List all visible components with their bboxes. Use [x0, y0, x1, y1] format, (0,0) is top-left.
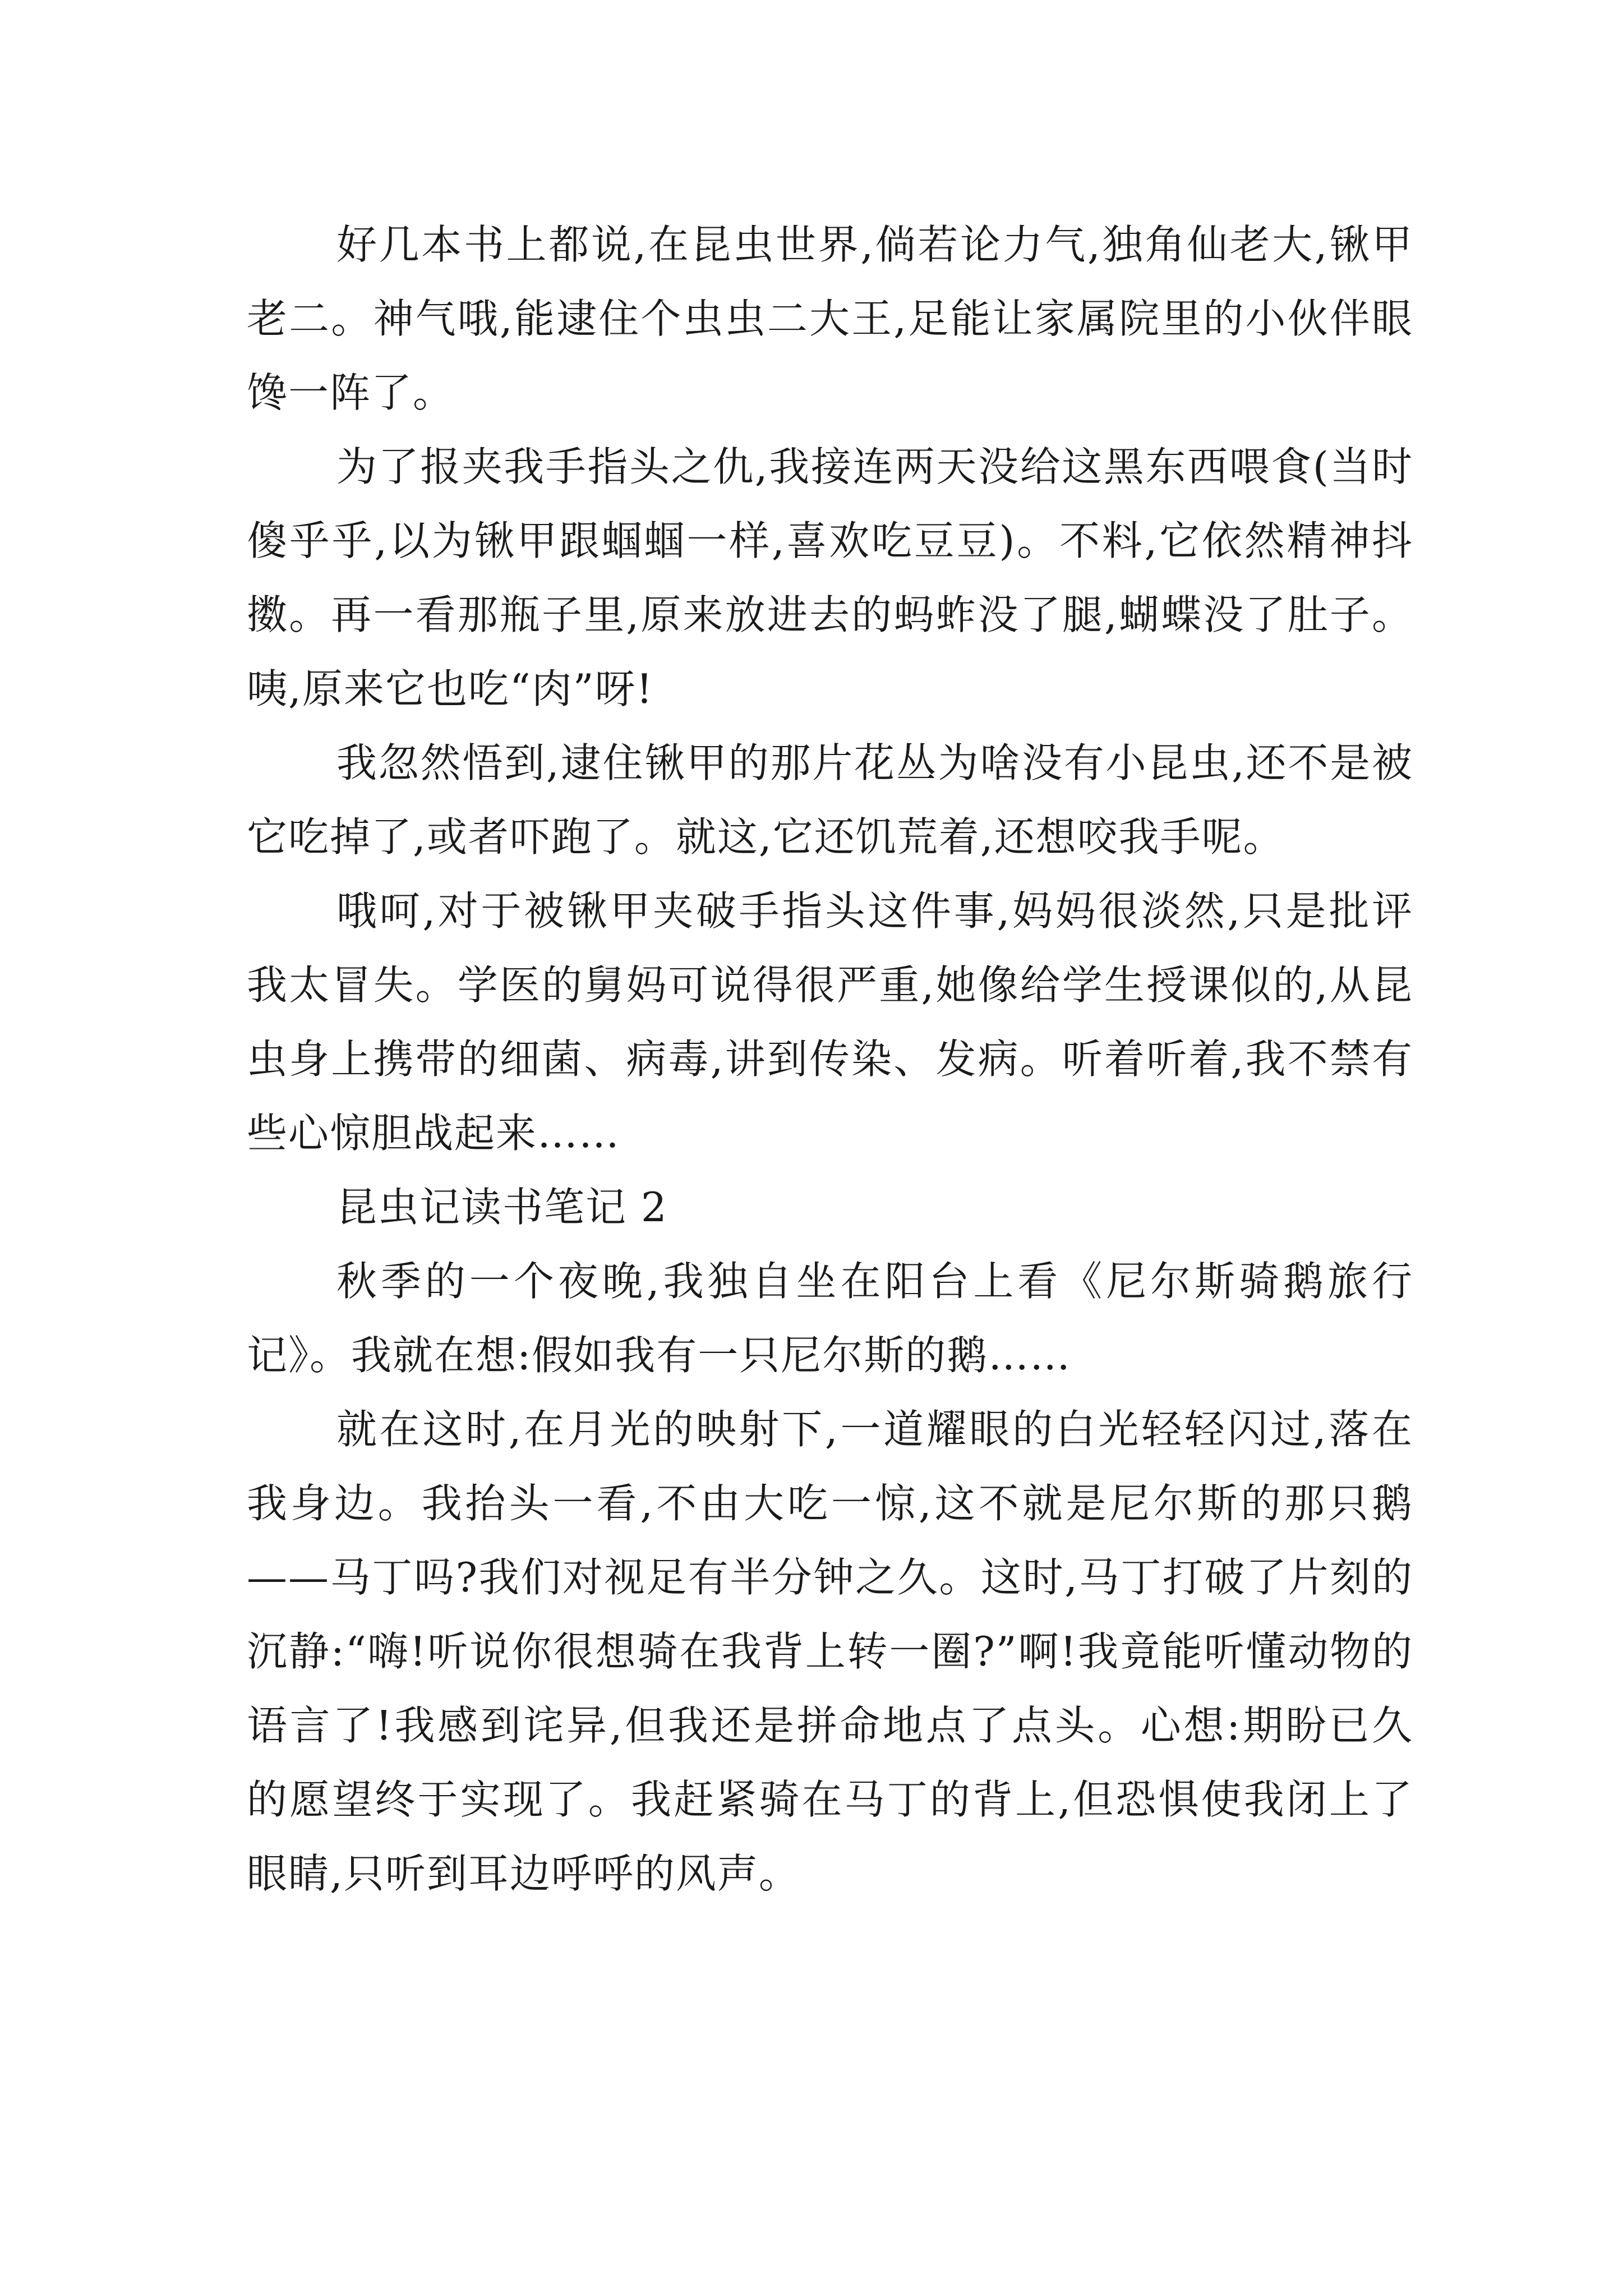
paragraph-1: 好几本书上都说,在昆虫世界,倘若论力气,独角仙老大,锹甲老二。神气哦,能逮住个虫虫二大王,足能让家属院里的小伙伴眼馋一阵了。: [247, 221, 1413, 416]
section-title: 昆虫记读书笔记 2: [336, 1184, 668, 1231]
document-body: [247, 208, 1413, 1911]
paragraph-5: 秋季的一个夜晚,我独自坐在阳台上看《尼尔斯骑鹅旅行记》。我就在想:假如我有一只尼尔斯的鹅……: [247, 1258, 1413, 1379]
paragraph-2: 为了报夹我手指头之仇,我接连两天没给这黑东西喂食(当时傻乎乎,以为锹甲跟蝈蝈一样,喜欢吃豆豆)。不料,它依然精神抖擞。再一看那瓶子里,原来放进去的蚂蚱没了腿,蝴蝶没了肚子。咦,原来它也吃“肉”呀!: [247, 443, 1413, 712]
paragraph-3: 我忽然悟到,逮住锹甲的那片花丛为啥没有小昆虫,还不是被它吃掉了,或者吓跑了。就这,它还饥荒着,还想咬我手呢。: [247, 739, 1413, 861]
paragraph-4: 哦呵,对于被锹甲夹破手指头这件事,妈妈很淡然,只是批评我太冒失。学医的舅妈可说得很严重,她像给学生授课似的,从昆虫身上携带的细菌、病毒,讲到传染、发病。听着听着,我不禁有些心惊胆战起来……: [247, 887, 1413, 1157]
paragraph-6: 就在这时,在月光的映射下,一道耀眼的白光轻轻闪过,落在我身边。我抬头一看,不由大吃一惊,这不就是尼尔斯的那只鹅——马丁吗?我们对视足有半分钟之久。这时,马丁打破了片刻的沉静:“嗨!听说你很想骑在我背上转一圈?”啊!我竟能听懂动物的语言了!我感到诧异,但我还是拼命地点了点头。心想:期盼已久的愿望终于实现了。我赶紧骑在马丁的背上,但恐惧使我闭上了眼睛,只听到耳边呼呼的风声。: [247, 1406, 1413, 1897]
